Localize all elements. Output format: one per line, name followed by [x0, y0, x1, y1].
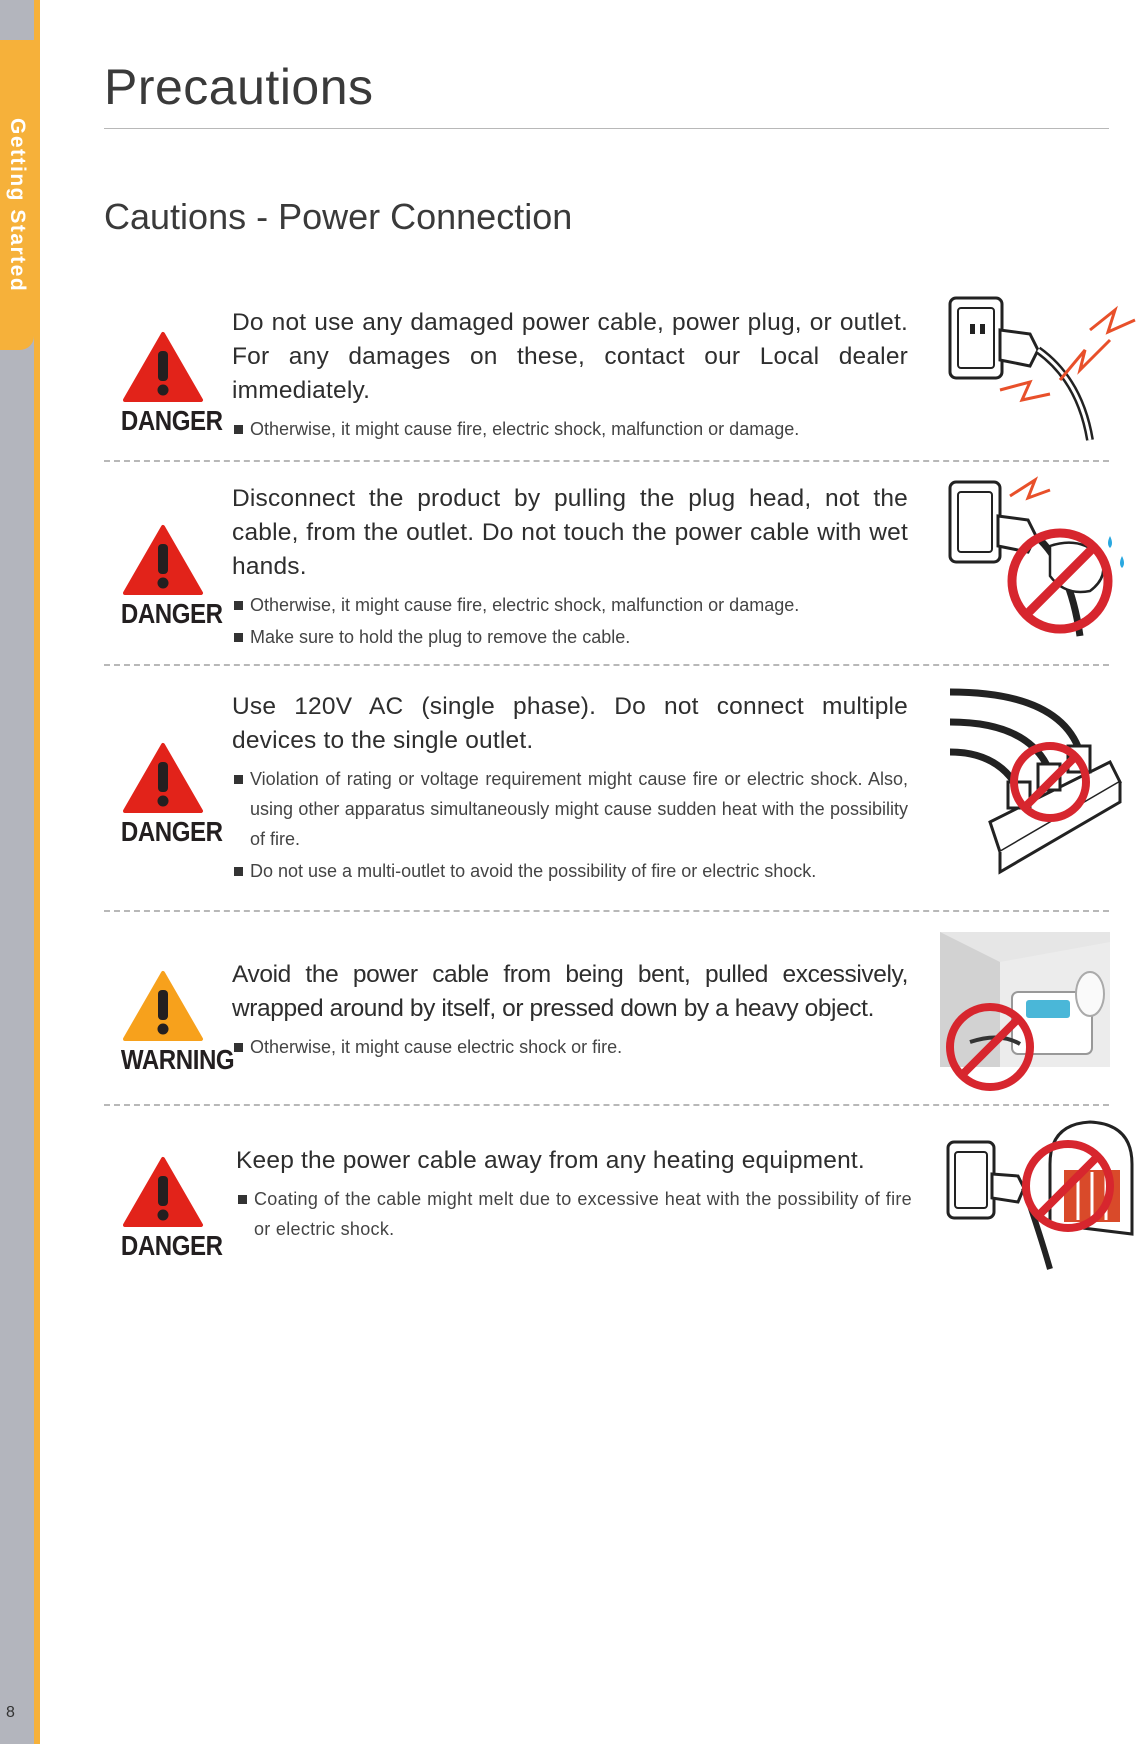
- caution-note: Coating of the cable might melt due to excessive heat with the possibility of fire or electric shock.: [236, 1184, 912, 1244]
- caution-heading: Use 120V AC (single phase). Do not connect multiple devices to the single outlet.: [232, 693, 908, 754]
- danger-badge: [114, 331, 223, 437]
- danger-badge: [114, 1156, 223, 1262]
- pinched-cable-prohibited-icon: [940, 932, 1110, 1097]
- divider: [104, 460, 1109, 462]
- caution-heading: Do not use any damaged power cable, power plug, or outlet. For any damages on these, contact our Local dealer immediately.: [232, 309, 908, 404]
- caution-text: [232, 306, 908, 444]
- caution-heading: Avoid the power cable from being bent, pulled excessively, wrapped around by itself, or pressed down by a heavy object.: [232, 961, 908, 1022]
- badge-label: DANGER: [120, 405, 223, 436]
- multi-outlet-prohibited-icon: [940, 682, 1136, 887]
- caution-note: Make sure to hold the plug to remove the cable.: [232, 622, 908, 652]
- badge-label: DANGER: [120, 1230, 223, 1261]
- caution-item: [104, 958, 1109, 1108]
- caution-item: [104, 482, 1109, 652]
- caution-heading: Disconnect the product by pulling the plug head, not the cable, from the outlet. Do not touch the power cable with wet hands.: [232, 485, 908, 580]
- warning-badge: [114, 970, 235, 1076]
- danger-triangle-icon: [122, 742, 204, 814]
- wet-hand-plug-prohibited-icon: [940, 476, 1136, 651]
- page-number: 8: [6, 1704, 15, 1721]
- caution-item: [104, 1144, 1109, 1274]
- section-title: Cautions - Power Connection: [104, 196, 573, 237]
- caution-note: Otherwise, it might cause fire, electric shock, malfunction or damage.: [232, 414, 908, 444]
- danger-badge: [114, 742, 223, 848]
- warning-triangle-icon: [122, 970, 204, 1042]
- danger-triangle-icon: [122, 331, 204, 403]
- page-title: Precautions: [104, 59, 374, 115]
- heater-cable-prohibited-icon: [940, 1114, 1136, 1279]
- divider: [104, 664, 1109, 666]
- badge-label: WARNING: [120, 1044, 235, 1075]
- damaged-plug-sparks-icon: [940, 290, 1136, 455]
- divider: [104, 1104, 1109, 1106]
- danger-triangle-icon: [122, 1156, 204, 1228]
- caution-note: Violation of rating or voltage requirement might cause fire or electric shock. Also, using other apparatus simultaneously might cause sudden heat with the possibility of fire.: [232, 764, 908, 854]
- danger-triangle-icon: [122, 524, 204, 596]
- caution-item: [104, 306, 1109, 446]
- caution-item: [104, 690, 1109, 900]
- caution-note: Otherwise, it might cause electric shock or fire.: [232, 1032, 908, 1062]
- caution-text: [232, 958, 908, 1062]
- chapter-tab-label: Getting Started: [6, 118, 29, 293]
- danger-badge: [114, 524, 223, 630]
- title-rule: [104, 128, 1109, 129]
- caution-heading: Keep the power cable away from any heating equipment.: [236, 1147, 865, 1174]
- badge-label: DANGER: [120, 816, 223, 847]
- divider: [104, 910, 1109, 912]
- caution-text: [232, 482, 908, 652]
- caution-text: [236, 1144, 912, 1244]
- chapter-tab: [0, 40, 34, 350]
- caution-note: Do not use a multi-outlet to avoid the possibility of fire or electric shock.: [232, 856, 908, 886]
- badge-label: DANGER: [120, 598, 223, 629]
- caution-note: Otherwise, it might cause fire, electric shock, malfunction or damage.: [232, 590, 908, 620]
- caution-text: [232, 690, 908, 886]
